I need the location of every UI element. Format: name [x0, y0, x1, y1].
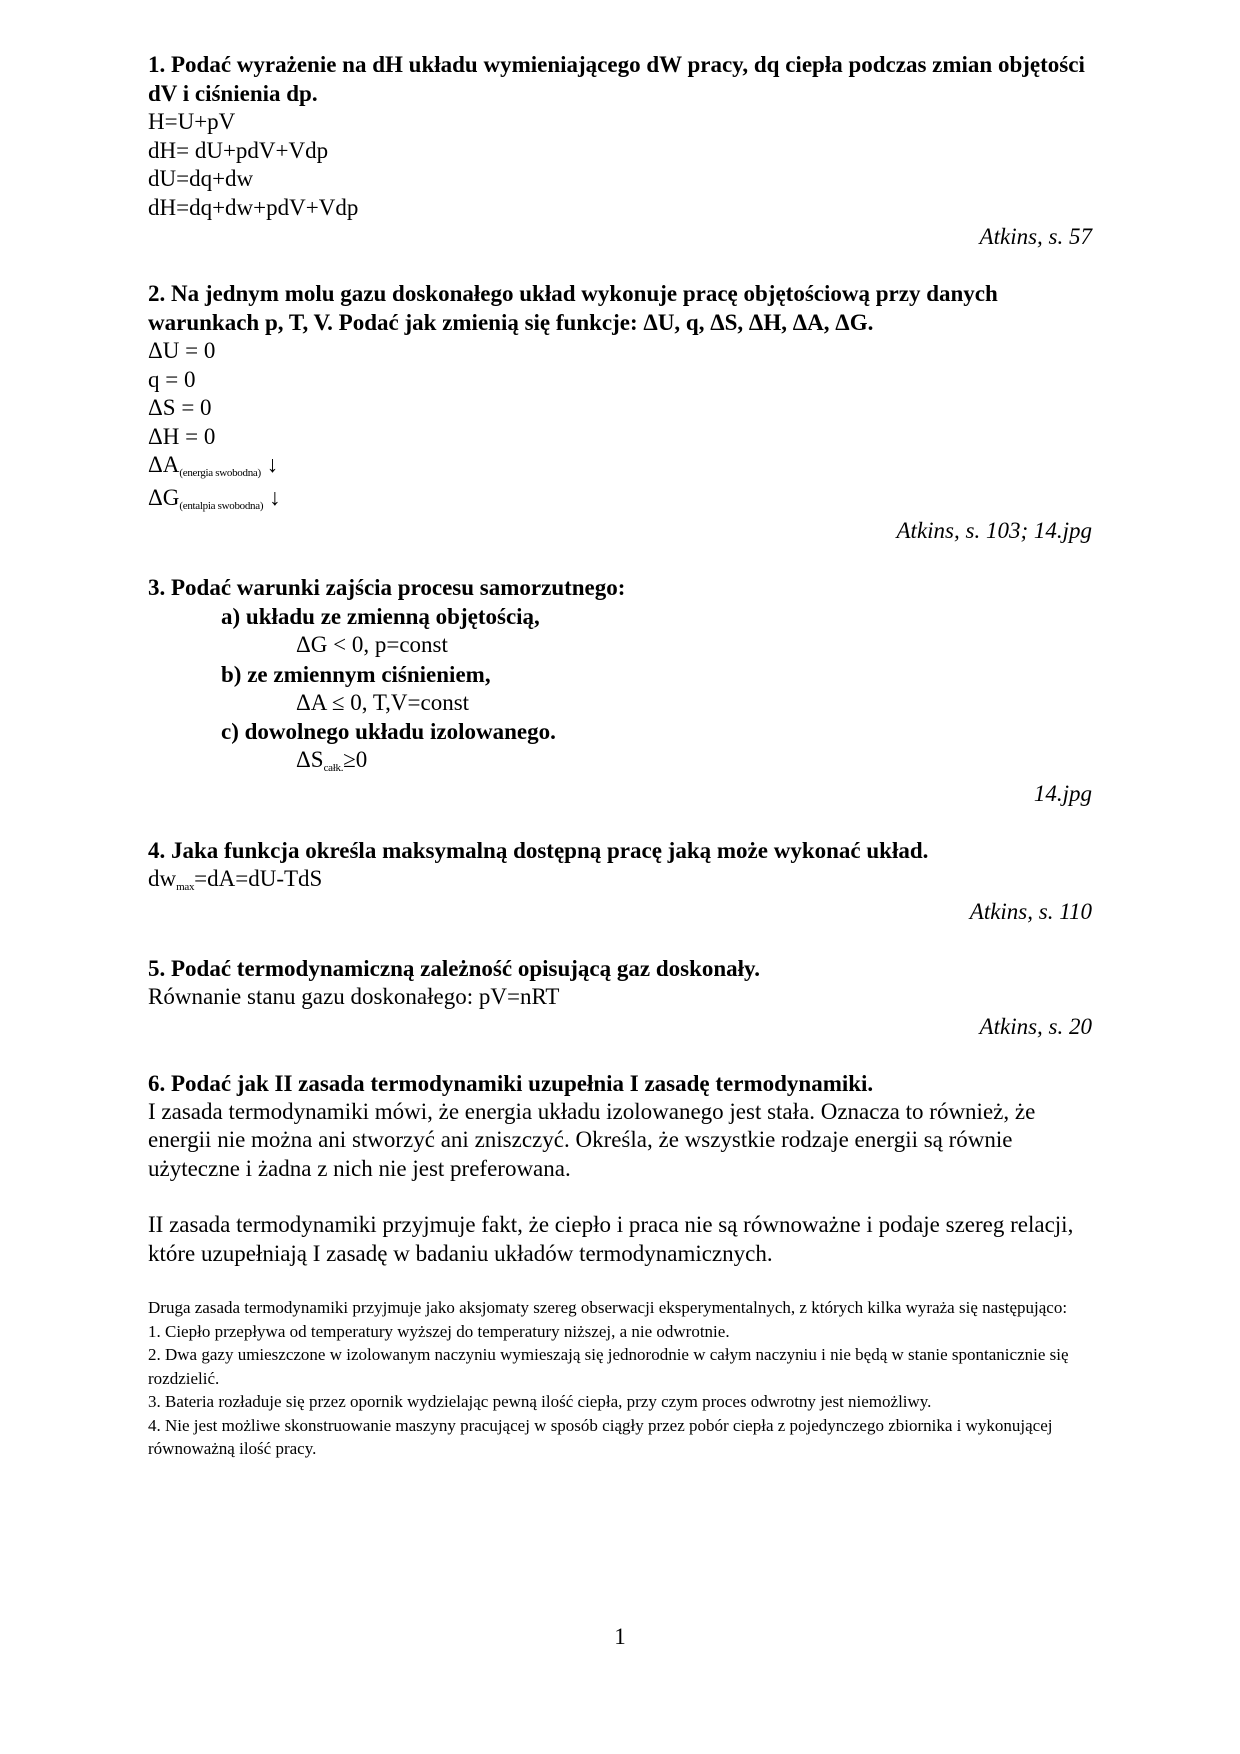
reference: Atkins, s. 57 — [979, 224, 1092, 249]
symbol: ΔS — [296, 747, 324, 772]
subscript: max — [176, 880, 195, 893]
option-c-label: c) dowolnego układu izolowanego. — [221, 719, 556, 744]
question-6: 6. Podać jak II zasada termodynamiki uzupełnia I zasadę termodynamiki. — [148, 1070, 874, 1096]
answer-line-delta-g — [148, 484, 1092, 517]
question-5: 5. Podać termodynamiczną zależność opisującą gaz doskonały. — [148, 956, 761, 981]
answer-line: H=U+pV — [148, 109, 236, 134]
small-intro: Druga zasada termodynamiki przyjmuje jako aksjomaty szereg obserwacji eksperymentalnych, z których kilka wyraża się następująco: — [148, 1298, 1068, 1317]
reference: Atkins, s. 20 — [979, 1013, 1092, 1039]
inequality: ≥0 — [343, 747, 368, 772]
answer-line: ΔS = 0 — [148, 395, 212, 420]
reference: Atkins, s. 110 — [969, 899, 1092, 924]
question-4: 4. Jaka funkcja określa maksymalną dostępną pracę jaką może wykonać układ. — [148, 837, 929, 863]
answer-line-delta-a — [148, 451, 1092, 484]
option-b-value: ΔA ≤ 0, T,V=const — [296, 689, 470, 715]
document-page — [148, 50, 1092, 1461]
symbol: ΔA — [148, 452, 180, 477]
equation: =dA=dU-TdS — [194, 865, 323, 891]
answer-line: dH= dU+pdV+Vdp — [148, 137, 329, 163]
page-number: 1 — [614, 1624, 626, 1649]
option-b-label: b) ze zmiennym ciśnieniem, — [221, 661, 491, 687]
reference: 14.jpg — [1033, 780, 1092, 806]
list-item: 1. Ciepło przepływa od temperatury wyższej do temperatury niższej, a nie odwrotnie. — [148, 1321, 730, 1341]
answer-line: q = 0 — [148, 366, 196, 392]
answer-line — [148, 865, 1092, 898]
reference: Atkins, s. 103; 14.jpg — [896, 518, 1092, 543]
question-1: 1. Podać wyrażenie na dH układu wymieniającego dW pracy, dq ciepła podczas zmian objętości dV i ciśnienia dp. — [148, 52, 1085, 106]
answer-line: ΔU = 0 — [148, 338, 216, 363]
symbol: dw — [148, 865, 177, 891]
down-arrow-icon: ↓ — [266, 452, 279, 477]
answer-line: Równanie stanu gazu doskonałego: pV=nRT — [148, 984, 560, 1009]
question-3: 3. Podać warunki zajścia procesu samorzutnego: — [148, 575, 626, 600]
question-2: 2. Na jednym molu gazu doskonałego układ wykonuje pracę objętościową przy danych warunkach p, T, V. Podać jak zmienią się funkcje: ΔU, q, ΔS, ΔH, ΔA, ΔG. — [148, 281, 998, 335]
paragraph: I zasada termodynamiki mówi, że energia układu izolowanego jest stała. Oznacza to również, że energii nie można ani stworzyć ani zniszczyć. Określa, że wszystkie rodzaje energii są równie użyteczne i żadna z nich nie jest preferowana. — [148, 1098, 1036, 1181]
subscript: (energia swobodna) — [179, 467, 261, 479]
down-arrow-icon: ↓ — [268, 484, 281, 510]
subscript: całk. — [323, 762, 344, 774]
list-item: 2. Dwa gazy umieszczone w izolowanym naczyniu wymieszają się jednorodnie w całym naczyniu i nie będą w stanie spontanicznie się rozdzielić. — [148, 1345, 1069, 1388]
answer-line: ΔH = 0 — [148, 423, 216, 449]
answer-line: dU=dq+dw — [148, 166, 254, 191]
symbol: ΔG — [148, 484, 180, 510]
paragraph: II zasada termodynamiki przyjmuje fakt, że ciepło i praca nie są równoważne i podaje szereg relacji, które uzupełniają I zasadę w badaniu układów termodynamicznych. — [148, 1212, 1074, 1266]
list-item: 3. Bateria rozładuje się przez opornik wydzielając pewną ilość ciepła, przy czym proces odwrotny jest niemożliwy. — [148, 1392, 932, 1411]
option-c-value — [148, 746, 1092, 779]
option-a-label: a) układu ze zmienną objętością, — [221, 604, 540, 629]
option-a-value: ΔG < 0, p=const — [296, 632, 448, 657]
answer-line: dH=dq+dw+pdV+Vdp — [148, 194, 359, 220]
list-item: 4. Nie jest możliwe skonstruowanie maszyny pracującej w sposób ciągły przez pobór ciepła z pojedynczego zbiornika i wykonującej równoważną ilość pracy. — [148, 1415, 1053, 1458]
subscript: (entalpia swobodna) — [179, 499, 264, 512]
